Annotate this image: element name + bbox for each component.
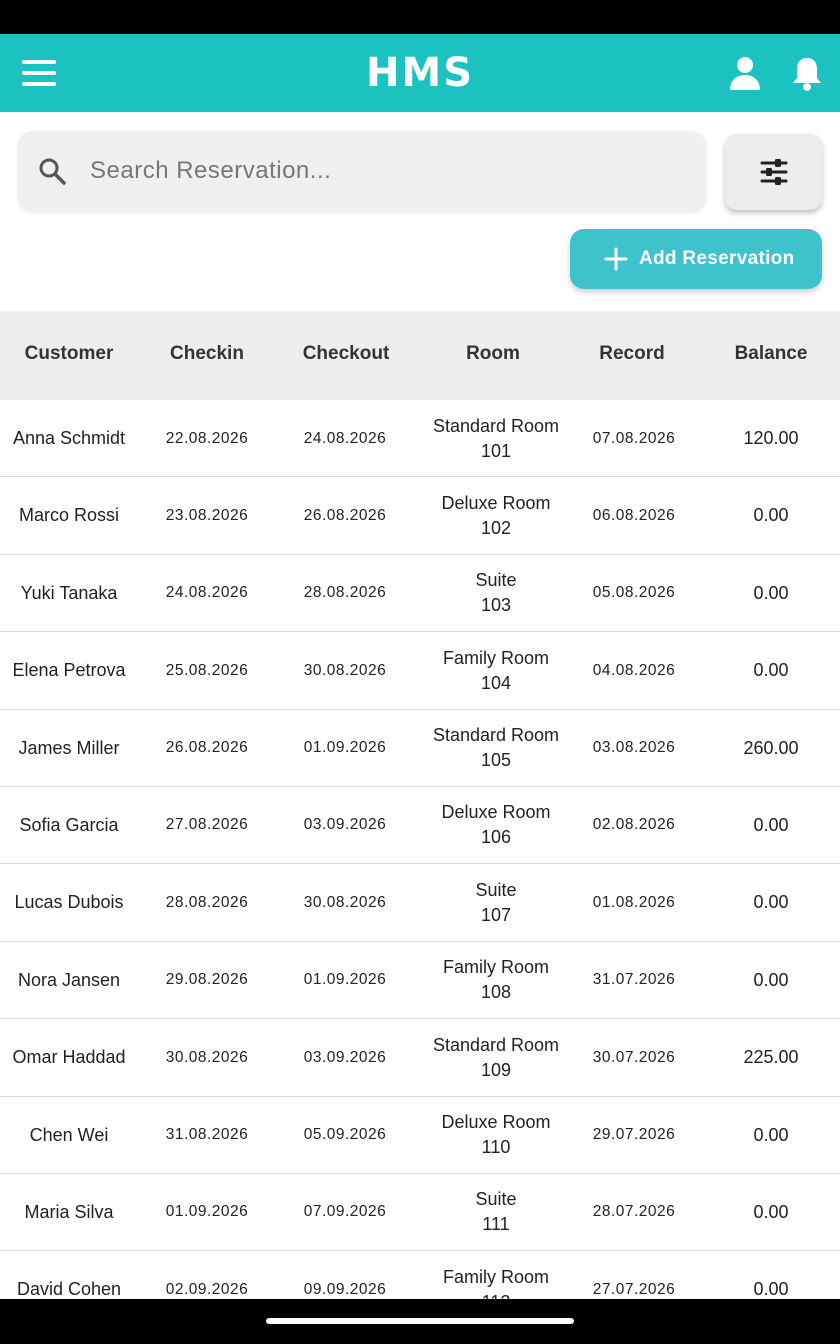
cell-customer: Chen Wei: [29, 1124, 109, 1145]
cell-checkin: 30.08.2026: [165, 1048, 249, 1066]
room-type: Suite: [475, 879, 517, 900]
table-row[interactable]: [0, 1097, 840, 1174]
room-type: Deluxe Room: [441, 492, 551, 513]
room-type: Family Room: [442, 1266, 549, 1287]
column-header-checkin[interactable]: Checkin: [170, 343, 244, 364]
cell-checkin: 02.09.2026: [165, 1280, 249, 1298]
cell-room: [420, 864, 572, 941]
room-type: Family Room: [442, 647, 549, 668]
search-bar[interactable]: [18, 131, 706, 211]
table-row[interactable]: [0, 787, 840, 864]
column-header-balance[interactable]: Balance: [734, 343, 808, 364]
room-type: Deluxe Room: [441, 1112, 551, 1133]
cell-record: 27.07.2026: [592, 1280, 676, 1298]
cell-room: [420, 1174, 572, 1251]
cell-checkout: 05.09.2026: [303, 1126, 387, 1144]
cell-room: [420, 477, 572, 554]
app-title: HMS: [365, 50, 475, 96]
cell-checkin: 31.08.2026: [165, 1126, 249, 1144]
cell-customer: David Cohen: [16, 1279, 122, 1300]
cell-customer: Yuki Tanaka: [20, 582, 118, 603]
table-row[interactable]: [0, 1174, 840, 1251]
cell-customer: Lucas Dubois: [14, 892, 124, 913]
room-number: 104: [480, 672, 512, 693]
table-row[interactable]: [0, 555, 840, 632]
cell-room: [420, 1019, 572, 1096]
search-icon: [38, 157, 66, 185]
cell-checkout: 03.09.2026: [303, 1048, 387, 1066]
room-type: Suite: [475, 1189, 517, 1210]
cell-room: [420, 1097, 572, 1174]
room-type: Standard Room: [432, 1034, 560, 1055]
filter-button[interactable]: [725, 134, 822, 210]
room-number: 108: [480, 982, 512, 1003]
cell-checkin: 22.08.2026: [165, 429, 249, 447]
table-row[interactable]: [0, 477, 840, 554]
table-body: [0, 400, 840, 1329]
add-reservation-label: Add Reservation: [639, 248, 795, 269]
room-number: 102: [480, 517, 512, 538]
cell-checkin: 25.08.2026: [165, 661, 249, 679]
cell-customer: James Miller: [18, 737, 120, 758]
room-number: 110: [481, 1137, 511, 1158]
room-number: 107: [480, 904, 512, 925]
room-type: Deluxe Room: [441, 802, 551, 823]
cell-record: 01.08.2026: [592, 893, 676, 911]
cell-checkin: 29.08.2026: [165, 971, 249, 989]
cell-checkout: 24.08.2026: [303, 429, 387, 447]
room-type: Standard Room: [432, 415, 560, 436]
room-number: 105: [480, 750, 512, 771]
cell-balance: 0.00: [753, 1201, 789, 1222]
cell-checkout: 30.08.2026: [303, 661, 387, 679]
cell-record: 28.07.2026: [592, 1203, 676, 1221]
column-header-room[interactable]: Room: [466, 343, 520, 364]
cell-balance: 0.00: [753, 660, 789, 681]
cell-checkout: 26.08.2026: [303, 506, 387, 524]
cell-balance: 0.00: [753, 505, 789, 526]
cell-checkout: 01.09.2026: [303, 739, 387, 757]
cell-checkin: 26.08.2026: [165, 739, 249, 757]
cell-balance: 225.00: [743, 1047, 799, 1068]
cell-record: 03.08.2026: [592, 739, 676, 757]
table-row[interactable]: [0, 864, 840, 941]
user-icon[interactable]: [726, 54, 764, 92]
cell-checkout: 07.09.2026: [303, 1203, 387, 1221]
navigation-bar: [0, 1299, 840, 1344]
room-type: Family Room: [442, 957, 549, 978]
status-bar: [0, 0, 840, 34]
cell-checkout: 03.09.2026: [303, 816, 387, 834]
cell-balance: 260.00: [743, 737, 799, 758]
cell-room: [420, 555, 572, 632]
cell-record: 04.08.2026: [592, 661, 676, 679]
column-header-customer[interactable]: Customer: [24, 343, 114, 364]
cell-customer: Anna Schmidt: [12, 428, 126, 448]
table-row[interactable]: [0, 942, 840, 1019]
cell-checkin: 01.09.2026: [165, 1203, 249, 1221]
table-row[interactable]: [0, 1019, 840, 1096]
room-number: 109: [480, 1059, 512, 1080]
search-input[interactable]: [90, 131, 690, 211]
column-header-checkout[interactable]: Checkout: [302, 343, 390, 364]
table-header: [0, 311, 840, 400]
cell-balance: 0.00: [753, 582, 789, 603]
cell-customer: Sofia Garcia: [19, 814, 119, 835]
cell-room: [420, 632, 572, 709]
cell-customer: Omar Haddad: [12, 1047, 126, 1068]
reservations-table: [0, 311, 840, 1329]
cell-balance: 0.00: [753, 1279, 789, 1300]
cell-checkout: 01.09.2026: [303, 971, 387, 989]
cell-record: 29.07.2026: [592, 1126, 676, 1144]
cell-record: 06.08.2026: [592, 506, 676, 524]
room-number: 103: [480, 595, 512, 616]
cell-balance: 0.00: [753, 892, 789, 913]
cell-record: 07.08.2026: [592, 429, 676, 447]
home-indicator[interactable]: [266, 1318, 574, 1324]
cell-customer: Maria Silva: [24, 1201, 114, 1222]
cell-customer: Marco Rossi: [18, 505, 120, 526]
cell-balance: 120.00: [743, 428, 799, 448]
cell-balance: 0.00: [753, 1124, 789, 1145]
cell-customer: Elena Petrova: [12, 660, 126, 681]
room-type: Standard Room: [432, 725, 560, 746]
cell-checkout: 30.08.2026: [303, 893, 387, 911]
table-row[interactable]: [0, 632, 840, 709]
room-number: 101: [480, 440, 512, 461]
bell-icon[interactable]: [788, 54, 826, 92]
add-reservation-button[interactable]: [570, 229, 822, 289]
cell-balance: 0.00: [753, 814, 789, 835]
cell-room: [420, 787, 572, 864]
cell-record: 30.07.2026: [592, 1048, 676, 1066]
cell-room: [420, 710, 572, 787]
cell-checkin: 28.08.2026: [165, 893, 249, 911]
cell-room: [420, 400, 572, 477]
app-bar: [0, 34, 840, 112]
plus-icon: [604, 247, 628, 271]
cell-record: 05.08.2026: [592, 584, 676, 602]
cell-checkin: 24.08.2026: [165, 584, 249, 602]
main-content: [0, 112, 840, 1299]
cell-balance: 0.00: [753, 969, 789, 990]
table-row[interactable]: [0, 710, 840, 787]
menu-icon[interactable]: [22, 58, 56, 88]
cell-room: [420, 942, 572, 1019]
room-number: 106: [480, 827, 512, 848]
cell-checkout: 28.08.2026: [303, 584, 387, 602]
cell-record: 02.08.2026: [592, 816, 676, 834]
cell-checkin: 23.08.2026: [165, 506, 249, 524]
room-number: 111: [482, 1214, 510, 1235]
room-type: Suite: [475, 570, 517, 591]
cell-customer: Nora Jansen: [17, 969, 121, 990]
cell-checkout: 09.09.2026: [303, 1280, 387, 1298]
cell-record: 31.07.2026: [592, 971, 676, 989]
sliders-icon: [760, 158, 788, 186]
cell-checkin: 27.08.2026: [165, 816, 249, 834]
column-header-record[interactable]: Record: [599, 343, 665, 364]
table-row[interactable]: [0, 400, 840, 477]
